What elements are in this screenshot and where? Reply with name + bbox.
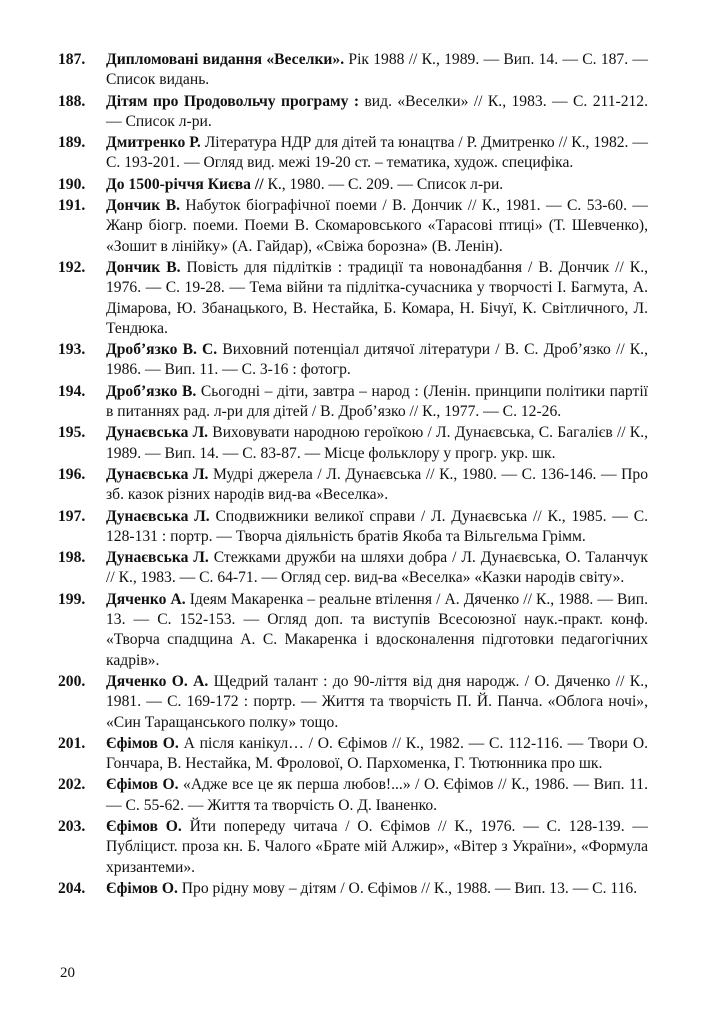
entry-number: 202. [58,776,86,794]
bibliography-entry [58,879,648,899]
entry-body [106,672,648,733]
bibliography-entry [58,590,648,671]
bibliography-entry [58,382,648,423]
entry-body [106,175,648,195]
bibliography-entry [58,548,648,589]
entry-text: Повість для підлітків : традиції та новонадбання / В. Дончик // К., 1976. — С. 19-28. — Тема війни та підлітка-сучасника у творчості І. Багмута, А. Дімарова, Ю. Збанацького, В. Нестайка, Б. Комара, Н. Бічуї, К. Світличного, Л. Тендюка. [106,258,648,337]
entry-body [106,507,648,548]
bibliography-entry [58,423,648,464]
bibliography-entry [58,133,648,174]
entry-body [106,340,648,381]
entry-body [106,92,648,133]
entry-body [106,775,648,816]
entry-text: вид. «Веселки» // К., 1983. — С. 211-212. — Список л-ри. [106,92,648,130]
entry-number: 199. [58,590,86,608]
entry-author: До 1500-річчя Києва // [106,175,264,193]
entry-body [106,590,648,671]
entry-number: 191. [58,197,86,215]
entry-text: Виховний потенціал дитячої літератури / В. С. Дроб’язко // К., 1986. — Вип. 11. — С. 3-16 : фотогр. [106,341,648,379]
entry-text: Сьогодні – діти, завтра – народ : (Ленін. принципи політики партії в питаннях рад. л-ри для дітей / В. Дроб’язко // К., 1977. — С. 12-26. [106,382,649,421]
entry-body [106,734,648,775]
entry-body [106,133,648,174]
entry-author: Дунаєвська Л. [106,424,209,442]
entry-number: 197. [58,507,86,525]
entry-text: Сподвижники великої справи / Л. Дунаєвська // К., 1985. — С. 128-131 : портр. — Творча діяльність братів Якоба та Вільгельма Грімм. [106,507,648,545]
entry-text: Щедрий талант : до 90-ліття від дня народж. / О. Дяченко // К., 1981. — С. 169-172 : портр. — Життя та творчість П. Й. Панча. «Облога ночі», «Син Таращанського полку» тощо. [106,672,648,731]
bibliography-entry [58,817,648,878]
entry-number: 201. [58,734,86,752]
entry-number: 188. [58,92,86,110]
entry-number: 187. [58,51,86,68]
entry-number: 192. [58,258,86,276]
entry-author: Дроб’язко В. [106,382,197,400]
entry-author: Єфімов О. [106,879,178,897]
bibliography-entry [58,50,648,91]
entry-body [106,879,648,899]
entry-author: Дончик В. [106,197,180,215]
entry-text: Мудрі джерела / Л. Дунаєвська // К., 1980. — С. 136-146. — Про зб. казок різних народів вид-ва «Веселка». [106,465,648,504]
page-number: 20 [60,965,75,981]
entry-text: «Адже все це як перша любов!...» / О. Єфімов // К., 1986. — Вип. 11. — С. 55-62. — Життя та творчість О. Д. Іваненко. [106,776,648,814]
entry-author: Єфімов О. [106,817,182,835]
entry-number: 196. [58,465,86,483]
entry-number: 190. [58,175,86,193]
entry-text: А після канікул… / О. Єфімов // К., 1982. — С. 112-116. — Твори О. Гончара, В. Нестайка, М. Фролової, О. Пархоменка, Г. Тютюнника про шк. [106,734,648,773]
entry-text: Набуток біографічної поеми / В. Дончик // К., 1981. — С. 53-60. — Жанр біогр. поеми. Поеми В. Скомаровського «Тарасові птиці» (Т. Шевченко), «Зошит в лінійку» (А. Гайдар), «Свіжа борозна» (В. Ленін). [106,197,648,255]
bibliography-entry [58,775,648,816]
bibliography-entry [58,340,648,381]
bibliography-entry [58,465,648,506]
entry-text: Про рідну мову – дітям / О. Єфімов // К., 1988. — Вип. 13. — С. 116. [177,879,638,897]
bibliography-entry [58,734,648,775]
entry-body [106,465,648,506]
entry-number: 193. [58,341,86,359]
entry-text: Література НДР для дітей та юнацтва / Р. Дмитренко // К., 1982. — С. 193-201. — Огляд вид. межі 19-20 ст. – тематика, худож. специфіка. [106,134,648,172]
bibliography-entry [58,258,648,339]
entry-text: К., 1980. — С. 209. — Список л-ри. [263,175,504,193]
entry-number: 204. [58,879,86,897]
entry-number: 194. [58,382,86,400]
entry-author: Дітям про Продовольчу програму : [106,92,360,110]
entry-body [106,548,648,589]
entry-text: Йти попереду читача / О. Єфімов // К., 1976. — С. 128-139. — Публіцист. проза кн. Б. Чалого «Брате мій Алжир», «Вітер з України», «Формула хризантеми». [106,817,648,876]
entry-author: Дяченко А. [106,590,186,608]
entry-text: Стежками дружби на шляхи добра / Л. Дунаєвська, О. Таланчук // К., 1983. — С. 64-71. — Огляд сер. вид-ва «Веселка» «Казки народів світу». [106,549,648,587]
entry-body [106,817,648,878]
entry-author: Єфімов О. [106,776,179,794]
entry-body [106,196,648,257]
entry-text: Ідеям Макаренка – реальне втілення / А. Дяченко // К., 1988. — Вип. 13. — С. 152-153. — Огляд доп. та виступів Всесоюзної наук.-практ. конф. «Творча спадщина А. С. Макаренка і вдосконалення підготовки педагогічних кадрів». [106,590,649,669]
entry-author: Дроб’язко В. С. [106,341,218,359]
bibliography-entry [58,196,648,257]
entry-body [106,50,648,91]
bibliography-entry [58,507,648,548]
entry-number: 200. [58,672,86,690]
bibliography-list [58,50,648,900]
bibliography-entry [58,175,648,195]
entry-number: 195. [58,424,86,442]
entry-number: 198. [58,549,86,567]
entry-number: 189. [58,134,86,152]
bibliography-entry [58,92,648,133]
entry-author: Дяченко О. А. [106,672,209,690]
entry-text: Рік 1988 // К., 1989. — Вип. 14. — С. 187. — Список видань. [106,51,649,89]
entry-author: Дмитренко Р. [106,134,201,152]
entry-author: Дунаєвська Л. [106,549,209,567]
bibliography-entry [58,672,648,733]
entry-author: Єфімов О. [106,734,179,752]
entry-author: Дунаєвська Л. [106,507,210,525]
entry-author: Дипломовані видання «Веселки». [106,51,345,68]
entry-text: Виховувати народною героїкою / Л. Дунаєвська, С. Багалієв // К., 1989. — Вип. 14. — С. 83-87. — Місце фольклору у прогр. укр. шк. [106,424,648,462]
entry-author: Дончик В. [106,258,181,276]
entry-body [106,258,648,339]
entry-author: Дунаєвська Л. [106,465,209,483]
entry-number: 203. [58,817,86,835]
entry-body [106,382,648,423]
entry-body [106,423,648,464]
